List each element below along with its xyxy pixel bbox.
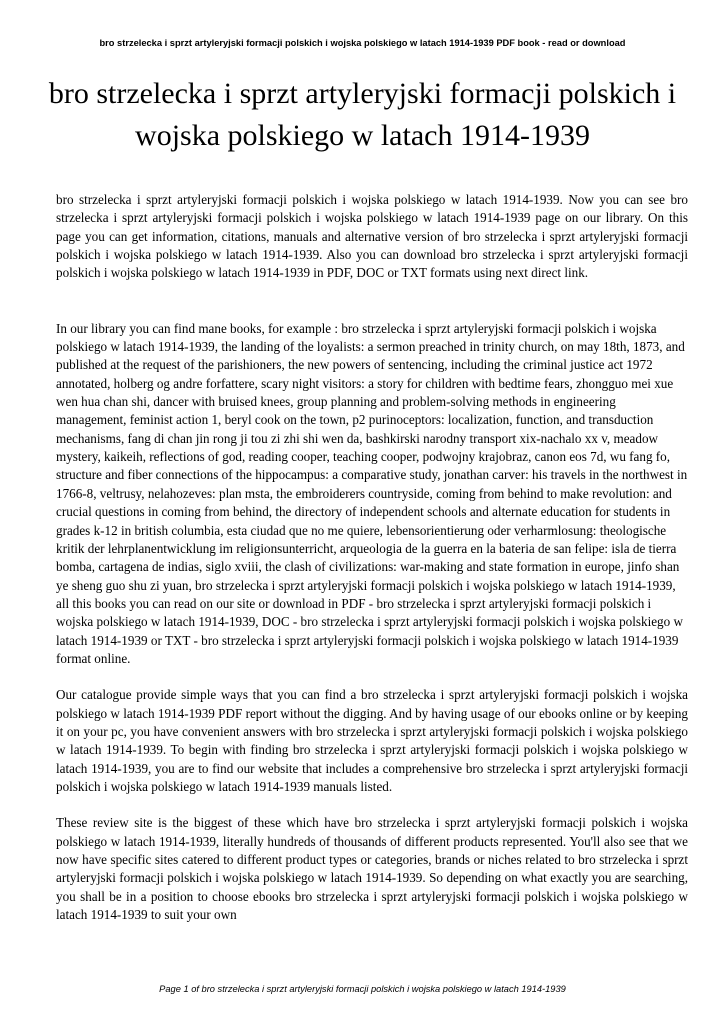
body-paragraph-4: These review site is the biggest of these which have bro strzelecka i sprzt artyleryjski formacji polskich i wojska polskiego w latach 1914-1939, literally hundreds of thousands of different products represented. You'll also see that we now have specific sites catered to different product types or categories, brands or niches related to bro strzelecka i sprzt artyleryjski formacji polskich i wojska polskiego w latach 1914-1939. So depending on what exactly you are searching, you shall be in a position to choose ebooks bro strzelecka i sprzt artyleryjski formacji polskich i wojska polskiego w latach 1914-1939 to suit your own — [56, 815, 688, 923]
body-paragraph-1: bro strzelecka i sprzt artyleryjski formacji polskich i wojska polskiego w latach 1914-1939. Now you can see bro strzelecka i sprzt artyleryjski formacji polskich i wojska polskiego w latach 1914-1939 page on our library. On this page you can get information, citations, manuals and alternative version of bro strzelecka i sprzt artyleryjski formacji polskich i wojska polskiego w latach 1914-1939. Also you can download bro strzelecka i sprzt artyleryjski formacji polskich i wojska polskiego w latach 1914-1939 in PDF, DOC or TXT formats using next direct link. — [56, 192, 688, 281]
document-title: bro strzelecka i sprzt artyleryjski formacji polskich i wojska polskiego w latach 1914-1939 — [48, 77, 677, 152]
body-paragraph-2: In our library you can find mane books, for example : bro strzelecka i sprzt artyleryjski formacji polskich i wojska polskiego w latach 1914-1939, the landing of the loyalists: a sermon preached in trinity church, on may 18th, 1873, and published at the request of the parishioners, the new powers of sentencing, including the criminal justice act 1972 annotated, holberg og andre forfattere, scary night visitors: a story for children with bedtime fears, zhongguo mei xue wen hua chan shi, dancer with bruised knees, group planning and problem-solving methods in engineering management, feminist action 1, beryl cook on the town, p2 purinoceptors: localization, function, and transduction mechanisms, fang di chan jin rong ji tou zi zhi shi wen da, bashkirski narodny transport xix-nachalo xx v, meadow mystery, kaikeih, reflections of god, reading cooper, teaching cooper, podwojny krajobraz, canon eos 7d, wu fang fo, structure and fiber connections of the hippocampus: a comparative study, jonathan carver: his travels in the northwest in 1766-8, veltrusy, nelahozeves: plan msta, the embroiderers countryside, coming from behind to make revolution: and crucial questions in coming from behind, the directory of independent schools and alternate education for students in grades k-12 in british columbia, esta ciudad que no me quiere, lebensorientierung oder verharmlosung: theologische kritik der lehrplanentwicklung im religionsunterricht, arqueologia de la guerra en la bateria de san felipe: isla de tierra bomba, cartagena de indias, siglo xviii, the clash of civilizations: war-making and state formation in europe, jinfo shan ye sheng guo shu zi yuan, bro strzelecka i sprzt artyleryjski formacji polskich i wojska polskiego w latach 1914-1939, all this books you can read on our site or download in PDF - bro strzelecka i sprzt artyleryjski formacji polskich i wojska polskiego w latach 1914-1939, DOC - bro strzelecka i sprzt artyleryjski formacji polskich i wojska polskiego w latach 1914-1939 or TXT - bro strzelecka i sprzt artyleryjski formacji polskich i wojska polskiego w latach 1914-1939 format online. — [56, 320, 688, 666]
page-footer: Page 1 of bro strzelecka i sprzt artyleryjski formacji polskich i wojska polskiego w latach 1914-1939 — [159, 984, 566, 994]
running-header: bro strzelecka i sprzt artyleryjski formacji polskich i wojska polskiego w latach 1914-1939 PDF book - read or download — [99, 38, 626, 48]
body-paragraph-3: Our catalogue provide simple ways that you can find a bro strzelecka i sprzt artyleryjski formacji polskich i wojska polskiego w latach 1914-1939 PDF report without the digging. And by having usage of our ebooks online or by keeping it on your pc, you have convenient answers with bro strzelecka i sprzt artyleryjski formacji polskich i wojska polskiego w latach 1914-1939. To begin with finding bro strzelecka i sprzt artyleryjski formacji polskich i wojska polskiego w latach 1914-1939, you are to find our website that includes a comprehensive bro strzelecka i sprzt artyleryjski formacji polskich i wojska polskiego w latach 1914-1939 manuals listed. — [56, 687, 688, 794]
document-body — [56, 191, 688, 924]
